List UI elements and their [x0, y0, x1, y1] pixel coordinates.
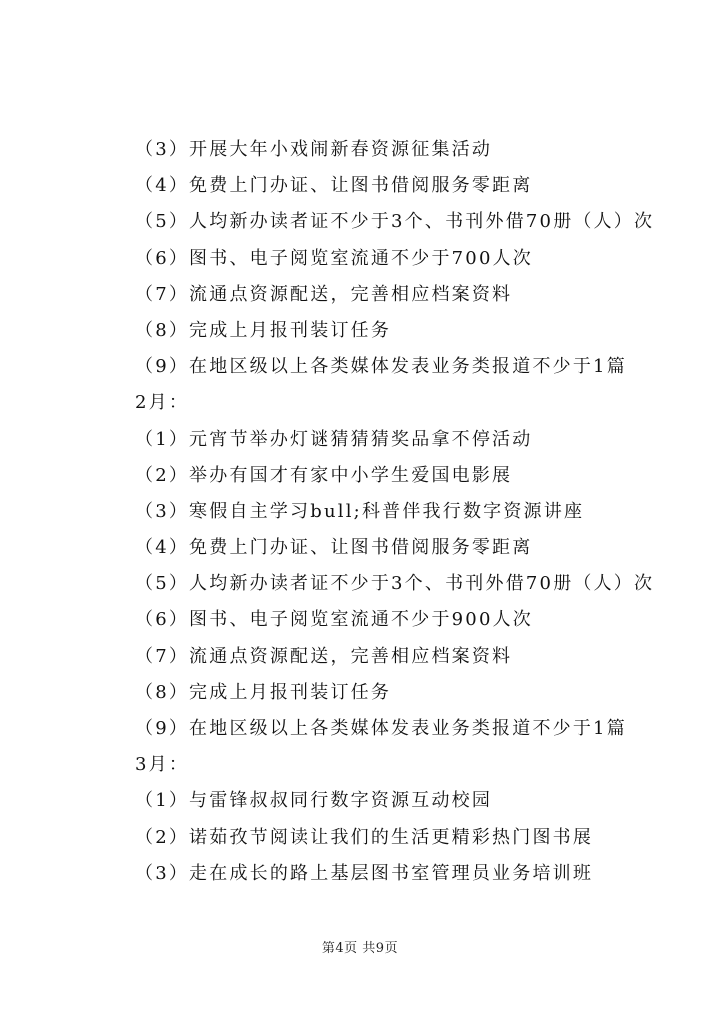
- list-item: （3）开展大年小戏闹新春资源征集活动: [135, 139, 493, 160]
- list-item: （3）走在成长的路上基层图书室管理员业务培训班: [135, 862, 594, 884]
- list-item: （9）在地区级以上各类媒体发表业务类报道不少于1篇: [135, 356, 627, 378]
- list-item: （2）举办有国才有家中小学生爱国电影展: [135, 464, 513, 486]
- list-item: （4）免费上门办证、让图书借阅服务零距离: [135, 175, 533, 197]
- list-item: （6）图书、电子阅览室流通不少于700人次: [135, 247, 534, 269]
- month-heading: 2月：: [135, 392, 190, 414]
- page-body: [135, 132, 655, 892]
- list-item: （8）完成上月报刊装订任务: [135, 681, 392, 703]
- list-item: （7）流通点资源配送，完善相应档案资料: [135, 283, 513, 305]
- list-item: （6）图书、电子阅览室流通不少于900人次: [135, 609, 534, 631]
- list-item: （4）免费上门办证、让图书借阅服务零距离: [135, 537, 533, 559]
- month-heading: 3月：: [135, 754, 190, 776]
- list-item: （5）人均新办读者证不少于3个、书刊外借70册（人）次: [135, 573, 655, 595]
- list-item: （9）在地区级以上各类媒体发表业务类报道不少于1篇: [135, 718, 627, 739]
- list-item: （3）寒假自主学习bull;科普伴我行数字资源讲座: [135, 500, 585, 522]
- page-footer: 第4页 共9页: [321, 941, 399, 956]
- list-item: （1）与雷锋叔叔同行数字资源互动校园: [135, 790, 493, 812]
- list-item: （1）元宵节举办灯谜猜猜猜奖品拿不停活动: [135, 428, 533, 450]
- list-item: （2）诺茹孜节阅读让我们的生活更精彩热门图书展: [135, 826, 594, 848]
- list-item: （8）完成上月报刊装订任务: [135, 319, 392, 341]
- list-item: （5）人均新办读者证不少于3个、书刊外借70册（人）次: [135, 211, 655, 233]
- list-item: （7）流通点资源配送，完善相应档案资料: [135, 645, 513, 667]
